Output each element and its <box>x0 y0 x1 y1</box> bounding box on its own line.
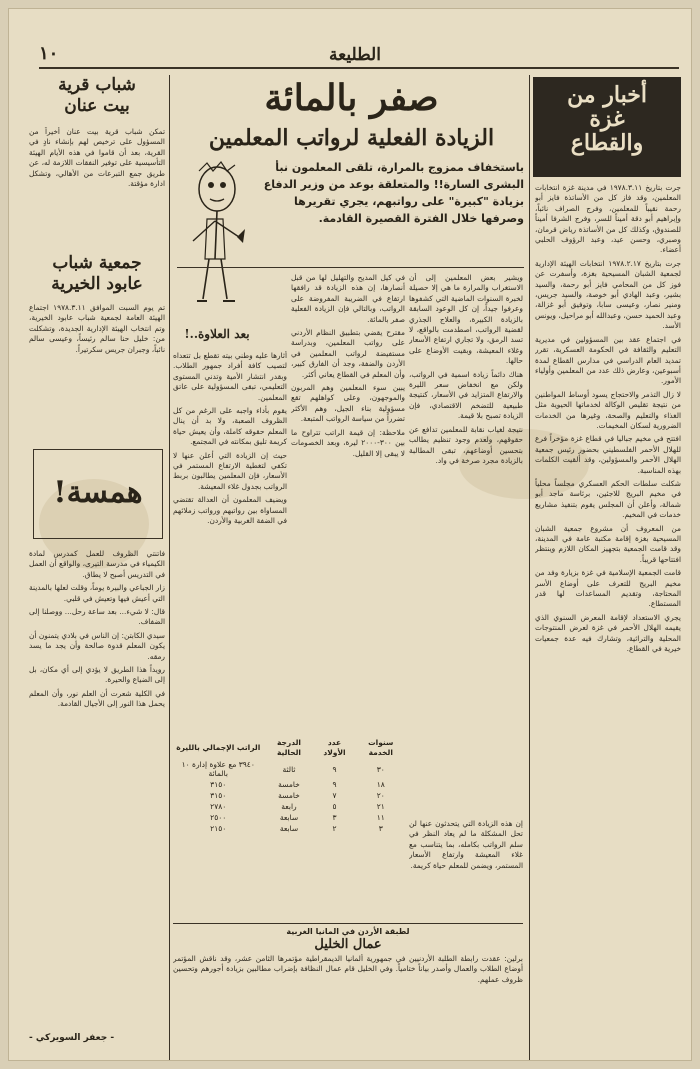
table-header: الراتب الإجمالي بالليرة <box>176 743 261 752</box>
news-item: يجري الاستعداد لإقامة المعرض السنوي الذي يقيمه الهلال الأحمر في غزة لعرض المنتوجات المحلية والتراثية، وتشارك فيه عدة جمعيات خيرية في القطاع. <box>535 612 681 654</box>
paragraph: مقترح يقضي بتطبيق النظام الأردني على رواتب المعلمين، وبدراسة مستفيضة لرواتب المعلمين في الأردن والضفة، وجد أن الفارق كبير، وأن المعلم في القطاع يعاني أكثر. <box>291 328 405 379</box>
left-title-beit-anan <box>29 75 165 123</box>
bottom-article <box>173 927 523 1055</box>
table-cell: ٣ <box>378 824 383 833</box>
news-item: جرت بتاريخ ١٩٧٨.٣.١١ في مدينة غزة انتخابات المعلمين، وقد فاز كل من الأساتذة فايز أبو رحمة نقيباً للمعلمين، وفرج الصراف نائباً، وإبراهيم أبو دقة أميناً للسر، وفرج الشرفا أميناً للصندوق، وكذلك كل من الأساتذة رياض قرمان، وصبري، وحسن عيد، وعبد الرؤوف الحلبي أعضاء. <box>535 183 681 255</box>
title-line: جمعية شباب <box>52 253 142 273</box>
column-divider <box>529 75 530 1060</box>
table-header: الدرجة الحالية <box>276 738 301 757</box>
paragraph: فاتنتي الظروف للعمل كمدرس لمادة الكيمياء في مدرسة التيرى، والواقع أن العمل في التدريس أصبح لا يطاق. <box>29 549 165 579</box>
table-cell: ٣٩٤٠ مع علاوة إدارة ١٠ بالمائة <box>181 760 255 778</box>
salary-table <box>173 737 407 834</box>
table-cell: ١١ <box>376 813 385 822</box>
table-cell: سابعة <box>279 824 299 833</box>
paragraph: رويداً هذا الطريق لا يؤدي إلى أي مكان، بل إلى الضياع والحيرة. <box>29 665 165 685</box>
table-cell: ٧ <box>332 791 337 800</box>
left-title-aboud <box>29 253 165 301</box>
bottom-article-text: برلين: عقدت رابطة الطلبة الأردنيين في جمهورية ألمانيا الديمقراطية مؤتمرها الثامن عشر، وقد ناقش المؤتمر أوضاع الطلاب والعمال وأصدر بياناً ختامياً. وفي الخليل قام عمال النظافة بإضراب مطالبين بزيادة أجورهم وتحسين ظروف عملهم. <box>173 954 523 984</box>
table-header: عدد الأولاد <box>323 738 346 757</box>
section-title: الطليعة <box>329 45 381 65</box>
table-cell: ٢٠ <box>376 791 385 800</box>
news-item: جرت بتاريخ ١٩٧٨.٢.١٧ انتخابات الهيئة الإدارية لجمعية الشبان المسيحية بغزة، وأسفرت عن فوز كل من المحامي فايز أبو رحمة، والسيد بشير، وعبد الهادي أبو خوصة، والسيد جريس، ومنير نصار، وعيسى سابا، وتوفيق أبو غزالة، وعبد الحميد حسن، وعبدالله أبو مراحيل، ويونس الأسد. <box>535 258 681 331</box>
table-row <box>173 812 407 823</box>
news-item: شكلت سلطات الحكم العسكري مجلساً محلياً في مخيم البريج للاجئين، برئاسة ماجد أبو شمالة، وأعلن أن المجلس يقوم بتنفيذ مشاريع خدمات في المخيم. <box>535 478 681 520</box>
sidebar-news-list <box>535 183 681 1053</box>
table-cell: ٢٥٠٠ <box>210 813 227 822</box>
table-row <box>173 801 407 812</box>
table-row <box>173 823 407 834</box>
title-line: شباب قرية <box>58 75 136 95</box>
title-line: بيت عنان <box>64 96 130 116</box>
article-rule <box>177 267 524 268</box>
column-divider <box>169 75 170 1060</box>
article-column-3 <box>173 351 287 731</box>
paragraph: يقوم بأداء واجبه على الرغم من كل الظروف الصعبة، ولا بد أن ينال المعلم حقوقه كاملة، وأن يعيش حياة كريمة تليق بمكانته في المجتمع. <box>173 406 287 447</box>
page-number: ١٠ <box>39 43 59 64</box>
news-item: في اجتماع عقد بين المسؤولين في مديرية التعليم والثقافة في الحكومة العسكرية، تقرر تمديد العام الدراسي في مدارس القطاع لمدة أسبوعين، وعارض ذلك عدد من المعلمين وأولياء الأمور. <box>535 334 681 386</box>
paragraph: قال: لا شيء... بعد ساعة رحل... ووصلنا إلى الضفاف. <box>29 607 165 627</box>
news-item: من المعروف أن مشروع جمعية الشبان المسيحية بغزة إقامة مكتبة عامة في المدينة، وقد قامت الجمعية بتجهيز المكان اللازم وينتظر افتتاحها قريباً. <box>535 523 681 564</box>
table-cell: ٩ <box>332 780 337 789</box>
table-cell: ثالثة <box>282 764 296 774</box>
paragraph: زار الجباعي والبيرة يوماً، وقلت لعلها بالمدينة التي أعيش فيها وتعيش في قلبي. <box>29 583 165 603</box>
paragraph: ملاحظة: إن قيمة الراتب تتراوح ما بين ٣٠٠-٢٠٠٠ ليرة، وبعد الخصومات لا يبقى إلا القليل. <box>291 427 405 458</box>
table-cell: ٣٠ <box>376 764 385 774</box>
stamp-line: غزة <box>589 106 625 132</box>
paragraph: هناك دائماً زيادة اسمية في الرواتب، ولكن مع انخفاض سعر الليرة والارتفاع المتزايد في الأسعار، كنتيجة طبيعية للتضخم الاقتصادي، فإن الزيادة تصبح بلا قيمة. <box>409 369 523 421</box>
cartoon-illustration <box>177 159 251 339</box>
stamp-line: والقطاع <box>570 130 644 156</box>
table-cell: ٢ <box>332 824 337 833</box>
left-text-aboud: تم يوم السبت الموافق ١٩٧٨.٣.١١ اجتماع الهيئة العامة لجمعية شباب عابود الخيرية، وتم انتخاب الهيئة الإدارية الجديدة، وتشكلت من: خليل حنا سالم رئيساً، وعيسى سالم نائباً، وجبران جريس سكرتيراً. <box>29 303 165 354</box>
news-stamp <box>533 77 681 177</box>
news-item: لا زال التذمر والاحتجاج يسود أوساط المواطنين من نتيجة تقليص الوكالة لخدماتها الحيوية مثل الغذاء والتعليم والصحة، وغيرها من الخدمات الضرورية لسكان المخيمات. <box>535 389 681 430</box>
table-cell: ٣١٥٠ <box>210 791 227 800</box>
article-deck: باستخفاف ممزوج بالمرارة، تلقى المعلمون نبأ البشرى السارة!! والمتعلقة بوعد من وزير الدفاع بزيادة "كبيرة" على رواتبهم، يجري تقريرها وصرفها خلال الفترة القصيرة القادمة. <box>263 161 524 225</box>
table-cell: ٩ <box>332 764 337 774</box>
article-rule <box>173 923 523 924</box>
paragraph: يبين سوء المعلمين وهم المربون والموجهون، وعلى كواهلهم تقع مسؤولية بناء الجيل، وهم الأكثر تضرراً من سياسة الرواتب المتبعة. <box>291 383 405 424</box>
table-header: سنوات الخدمة <box>368 738 394 757</box>
paragraph: ويشير بعض المعلمين إلى أن الاستغراب والمرارة ما هي إلا حصيلة لخبرة السنوات الماضية التي كشفوها وعرفوا جيداً، إن كل الوعود السابقة بالزيادة الكبيرة، والعلاج الجذري لقضية الرواتب، اصطدمت بالواقع، لا تسد الرمق، ولا تجاري ارتفاع الأسعار وغلاء المعيشة، وبقيت الأوضاع على حالها. <box>409 273 523 366</box>
hamsa-title: همسة! <box>53 475 143 510</box>
page-header <box>39 43 679 69</box>
table-cell: خامسة <box>278 791 300 800</box>
table-header-row <box>173 737 407 759</box>
title-line: عابود الخيرية <box>51 274 143 294</box>
paragraph: نتيجة لغياب نقابة للمعلمين تدافع عن حقوقهم، ولعدم وجود تنظيم يطالب بتحسين أوضاعهم، تبقى المطالبة بالزيادة مجرد صرخة في واد. <box>409 424 523 465</box>
table-row <box>173 779 407 790</box>
table-row <box>173 790 407 801</box>
paragraph: أثارها عليه وطني بيته تقطع بل تتعداه لتصيب كافة أفراد جمهور الطلاب. وبقدر انتشار الأمية وتدني المستوى التعليمي، تبقى المسؤولية على عاتق المعلمين. <box>173 351 287 402</box>
news-item: قامت الجمعية الإسلامية في غزة بزيارة وفد من مخيم البريج للتعرف على أوضاع الأسر المحتاجة، وتقديم المساعدات لها قدر المستطاع. <box>535 568 681 609</box>
main-subheadline: الزيادة الفعلية لرواتب المعلمين <box>208 125 495 151</box>
newspaper-page <box>8 8 692 1061</box>
paragraph: حيث إن الزيادة التي أعلن عنها لا تكفي لتغطية الارتفاع المستمر في الأسعار، فإن المعلمين يطالبون بربط الرواتب بجدول غلاء المعيشة. <box>173 450 287 491</box>
byline: - جعفر السويركي - <box>29 1033 115 1043</box>
table-cell: ٢١٥٠ <box>210 824 227 833</box>
hamsa-box <box>33 449 163 539</box>
main-headline: صفر بالمائة <box>264 77 439 119</box>
table-cell: ١٨ <box>376 780 385 789</box>
salary-table-box <box>173 737 407 833</box>
table-cell: ٢١ <box>376 802 385 811</box>
cartoon-caption: بعد العلاوة..! <box>184 327 250 341</box>
article-column-2 <box>291 273 405 813</box>
hamsa-text <box>29 549 165 1009</box>
table-cell: ٢٧٨٠ <box>210 802 227 811</box>
paragraph: ويضيف المعلمون أن العدالة تقتضي المساواة بين رواتبهم ورواتب زملائهم في الضفة الغربية والأردن. <box>173 495 287 526</box>
paragraph: في كيل المديح والتهليل لها من قبل أنصارها، إن هذه الزيادة قد رافقها ارتفاع في الضريبة المفروضة على الرواتب، وبالتالي فإن الزيادة الفعلية صفر بالمائة. <box>291 273 405 324</box>
table-row <box>173 759 407 779</box>
news-item: افتتح في مخيم جباليا في قطاع غزة مؤخراً فرع للهلال الأحمر الفلسطيني بحضور رئيس جمعية الهلال الأحمر والمسؤولين، وقد ألقيت الكلمات بهذه المناسبة. <box>535 434 681 475</box>
bottom-article-title: عمال الخليل <box>314 937 382 952</box>
article-note: إن هذه الزيادة التي يتحدثون عنها لن تحل المشكلة ما لم يعاد النظر في سلم الرواتب بكامله، بما يتناسب مع غلاء المعيشة وارتفاع الأسعار المستمر، ويضمن للمعلم حياة كريمة. <box>409 819 523 870</box>
table-cell: رابعة <box>281 802 297 811</box>
header-rule <box>39 67 679 69</box>
table-cell: سابعة <box>279 813 299 822</box>
bottom-article-intro: لطبقة الأردن في المانيا الغربية <box>286 927 410 936</box>
paragraph: سيدي الكابتن: إن الناس في بلادي يتمنون أن يكون المعلم قدوة صالحة وأن يجد ما يسد رمقه. <box>29 630 165 661</box>
table-cell: ٥ <box>332 802 337 811</box>
table-cell: ٣ <box>332 813 337 822</box>
stamp-line: أخبار من <box>567 82 647 108</box>
left-text-beit-anan: تمكن شباب قرية بيت عنان أخيراً من المسؤول على ترخيص لهم بإنشاء نادٍ في القرية، بعد أن قاموا في هذه الأيام الهيئة التأسيسية على توفير النفقات اللازمة له، عن طريق جمع التبرعات من الأهالي، وتشكل ادارة مؤقتة. <box>29 127 165 189</box>
paragraph: في الكلية شعرت أن العلم نور، وأن المعلم يحمل هذا النور إلى الأجيال القادمة. <box>29 688 165 709</box>
table-cell: ٣١٥٠ <box>210 780 227 789</box>
article-column-1 <box>409 273 523 813</box>
table-cell: خامسة <box>278 780 300 789</box>
cartoon-drawing <box>177 159 251 319</box>
